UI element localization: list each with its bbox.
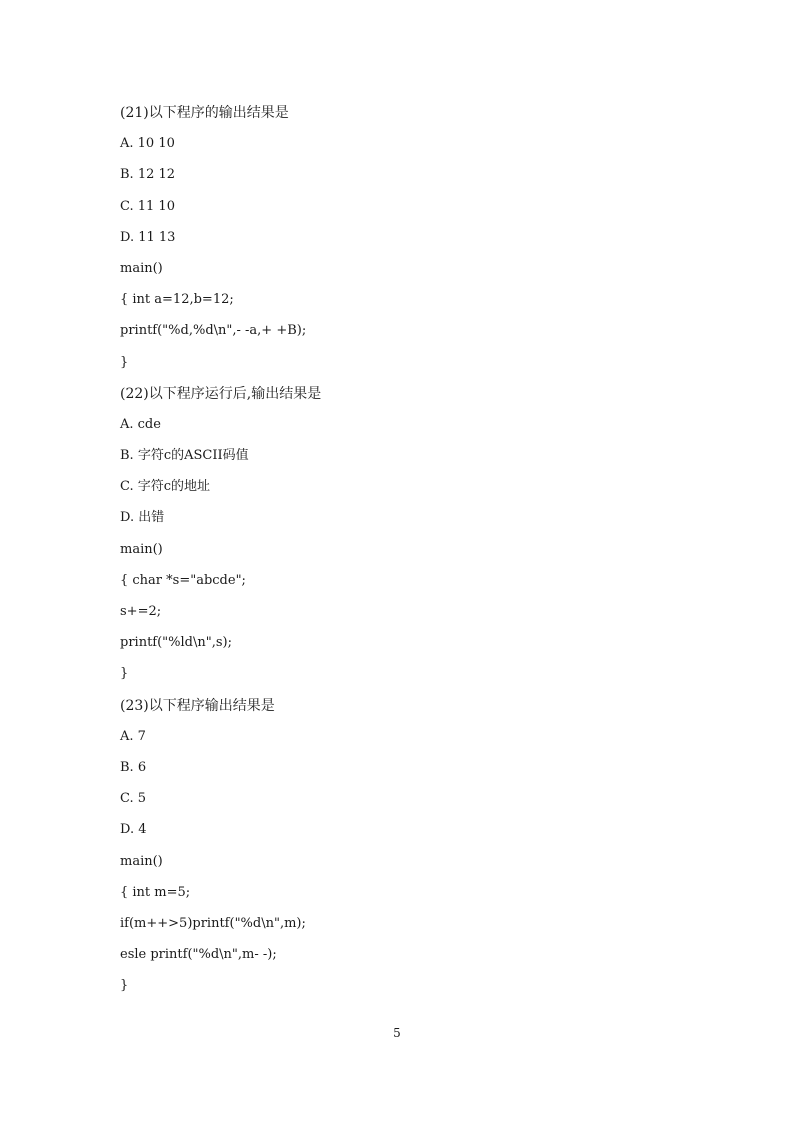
question-21-code-line: main() xyxy=(120,260,163,276)
question-21-option-a: A. 10 10 xyxy=(120,136,175,152)
question-22-option-d: D. 出错 xyxy=(120,510,165,526)
question-23-code-line: { int m=5; xyxy=(120,884,191,900)
question-23-option-b: B. 6 xyxy=(120,759,147,775)
question-22-option-a: A. cde xyxy=(120,416,161,432)
page-number: 5 xyxy=(393,1026,401,1040)
question-21-code-line: } xyxy=(120,354,129,370)
question-23-code-line: if(m++>5)printf("%d\n",m); xyxy=(120,915,306,931)
question-22-code-line: } xyxy=(120,666,129,682)
question-23-code-line: main() xyxy=(120,853,163,869)
question-21-code-line: { int a=12,b=12; xyxy=(120,292,234,308)
question-23-code-line: esle printf("%d\n",m- -); xyxy=(120,947,277,963)
question-22-code-line: printf("%ld\n",s); xyxy=(120,635,232,651)
question-22-code-line: s+=2; xyxy=(120,604,162,619)
question-23-option-a: A. 7 xyxy=(120,728,146,744)
document-body xyxy=(120,100,760,1004)
question-23-option-c: C. 5 xyxy=(120,791,147,807)
question-22-option-c: C. 字符c的地址 xyxy=(120,479,211,495)
question-21-code-line: printf("%d,%d\n",- -a,+ +B); xyxy=(120,323,307,339)
question-21-option-b: B. 12 12 xyxy=(120,167,176,183)
question-21-title: (21)以下程序的输出结果是 xyxy=(120,105,289,121)
question-23-code-line: } xyxy=(120,978,129,994)
question-22-code-line: { char *s="abcde"; xyxy=(120,572,246,588)
question-21-option-d: D. 11 13 xyxy=(120,229,176,245)
question-23-title: (23)以下程序输出结果是 xyxy=(120,697,275,714)
question-22-option-b: B. 字符c的ASCII码值 xyxy=(120,448,249,464)
question-22-title: (22)以下程序运行后,输出结果是 xyxy=(120,385,322,402)
question-22-code-line: main() xyxy=(120,541,163,557)
question-23-option-d: D. 4 xyxy=(120,822,147,838)
question-21-option-c: C. 11 10 xyxy=(120,198,175,214)
